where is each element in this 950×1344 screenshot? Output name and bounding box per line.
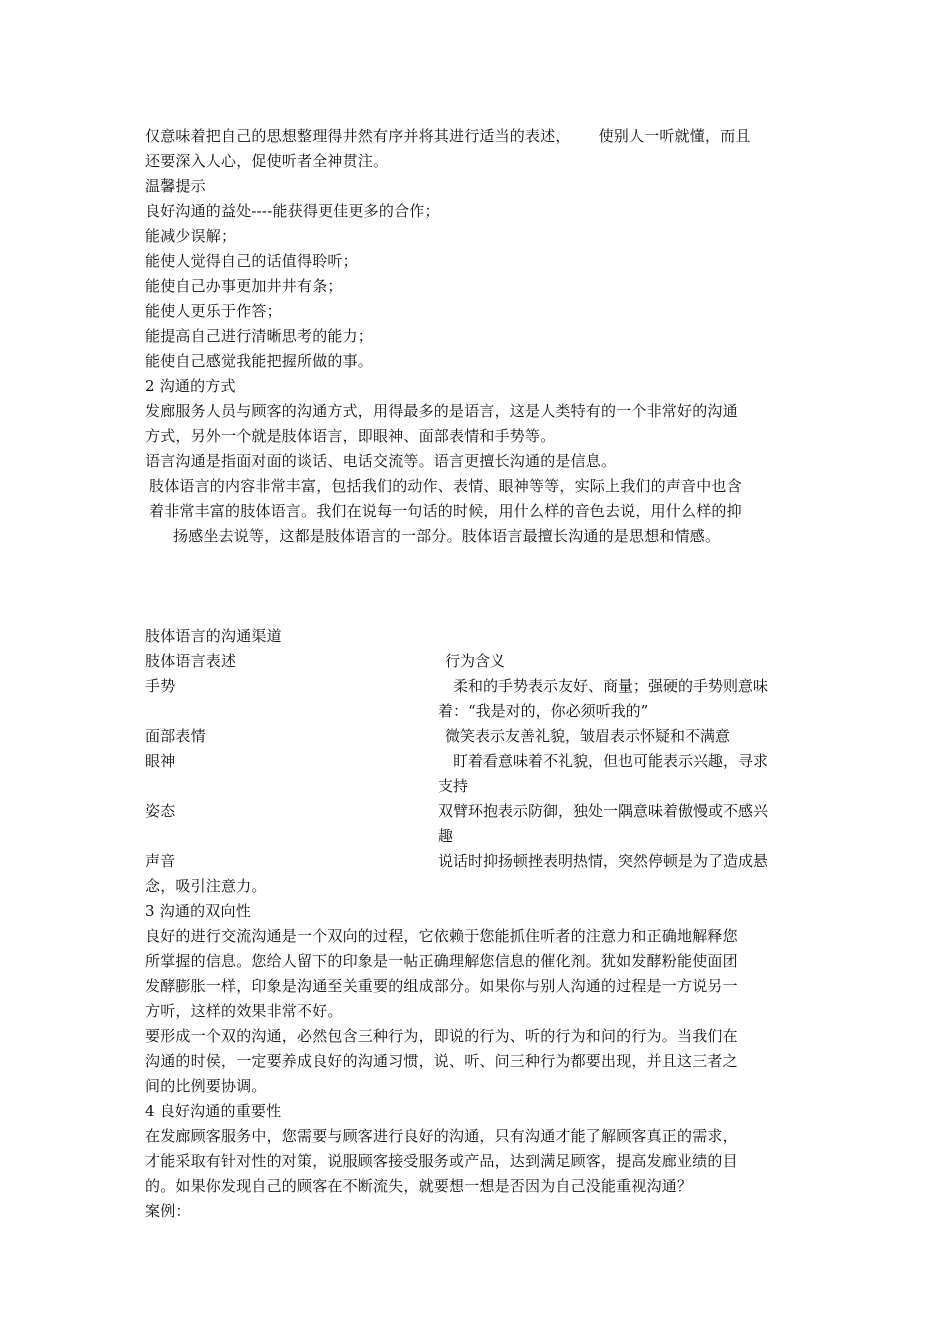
- paragraph-line: 在发廊顾客服务中，您需要与顾客进行良好的沟通，只有沟通才能了解顾客真正的需求，: [145, 1127, 738, 1145]
- case-label: 案例：: [145, 1202, 191, 1220]
- tip-item: 良好沟通的益处----能获得更佳更多的合作；: [145, 202, 440, 220]
- table-row-meaning: 双臂环抱表示防御，独处一隅意味着傲慢或不感兴: [438, 802, 769, 820]
- table-row-meaning: 盯着看意味着不礼貌，但也可能表示兴趣，寻求: [453, 752, 769, 770]
- paragraph-line: 良好的进行交流沟通是一个双向的过程，它依赖于您能抓住听者的注意力和正确地解释您: [145, 927, 738, 945]
- tip-title: 温馨提示: [145, 177, 206, 195]
- table-row-meaning: 微笑表示友善礼貌，皱眉表示怀疑和不满意: [445, 727, 731, 745]
- table-row-label: 眼神: [145, 752, 176, 770]
- intro-line-1b: 使别人一听就懂，而且: [598, 127, 751, 145]
- table-title: 肢体语言的沟通渠道: [145, 627, 282, 645]
- paragraph-line: 着非常丰富的肢体语言。我们在说每一句话的时候，用什么样的音色去说，用什么样的抑: [149, 502, 742, 520]
- table-row-meaning: 着：“我是对的，你必须听我的”: [438, 702, 649, 720]
- tip-item: 能使人觉得自己的话值得聆听；: [145, 252, 358, 270]
- table-row-label: 姿态: [145, 802, 176, 820]
- table-tail: 念，吸引注意力。: [145, 877, 267, 895]
- paragraph-line: 发廊服务人员与顾客的沟通方式，用得最多的是语言，这是人类特有的一个非常好的沟通: [145, 402, 738, 420]
- paragraph-line: 的。如果你发现自己的顾客在不断流失，就要想一想是否因为自己没能重视沟通？: [145, 1177, 693, 1195]
- paragraph-line: 肢体语言的内容非常丰富，包括我们的动作、表情、眼神等等，实际上我们的声音中也含: [149, 477, 742, 495]
- table-row-meaning: 支持: [438, 777, 469, 795]
- table-row-meaning: 趣: [438, 827, 454, 845]
- paragraph-line: 方式，另外一个就是肢体语言，即眼神、面部表情和手势等。: [145, 427, 556, 445]
- section-heading: 4 良好沟通的重要性: [145, 1102, 282, 1120]
- intro-line-1: [145, 124, 810, 149]
- section-heading: 2 沟通的方式: [145, 377, 236, 395]
- paragraph-line: 扬感坐去说等，这都是肢体语言的一部分。肢体语言最擅长沟通的是思想和情感。: [173, 527, 721, 545]
- table-row-meaning: 柔和的手势表示友好、商量；强硬的手势则意味: [453, 677, 769, 695]
- tip-item: 能使自己办事更加井井有条；: [145, 277, 343, 295]
- table-row-label: 声音: [145, 852, 176, 870]
- table-row-meaning: 说话时抑扬顿挫表明热情，突然停顿是为了造成悬: [438, 852, 769, 870]
- paragraph-line: 要形成一个双的沟通，必然包含三种行为，即说的行为、听的行为和问的行为。当我们在: [145, 1027, 738, 1045]
- table-header-left: 肢体语言表述: [145, 652, 237, 670]
- paragraph-line: 发酵膨胀一样，印象是沟通至关重要的组成部分。如果你与别人沟通的过程是一方说另一: [145, 977, 738, 995]
- tip-item: 能使自己感觉我能把握所做的事。: [145, 352, 374, 370]
- table-row-label: 面部表情: [145, 727, 206, 745]
- tip-item: 能减少误解；: [145, 227, 237, 245]
- tip-item: 能使人更乐于作答；: [145, 302, 282, 320]
- tip-item: 能提高自己进行清晰思考的能力；: [145, 327, 374, 345]
- table-header-right: 行为含义: [445, 652, 506, 670]
- paragraph-line: 语言沟通是指面对面的谈话、电话交流等。语言更擅长沟通的是信息。: [145, 452, 617, 470]
- paragraph-line: 沟通的时侯，一定要养成良好的沟通习惯，说、听、问三种行为都要出现，并且这三者之: [145, 1052, 738, 1070]
- intro-line-2: 还要深入人心，促使听者全神贯注。: [145, 152, 389, 170]
- paragraph-line: 间的比例要协调。: [145, 1077, 267, 1095]
- paragraph-line: 所掌握的信息。您给人留下的印象是一帖正确理解您信息的催化剂。犹如发酵粉能使面团: [145, 952, 738, 970]
- intro-line-1a: 仅意味着把自己的思想整理得井然有序并将其进行适当的表述，: [145, 127, 571, 145]
- table-row-label: 手势: [145, 677, 176, 695]
- section-heading: 3 沟通的双向性: [145, 902, 251, 920]
- paragraph-line: 方听，这样的效果非常不好。: [145, 1002, 343, 1020]
- paragraph-line: 才能采取有针对性的对策，说服顾客接受服务或产品，达到满足顾客，提高发廊业绩的目: [145, 1152, 738, 1170]
